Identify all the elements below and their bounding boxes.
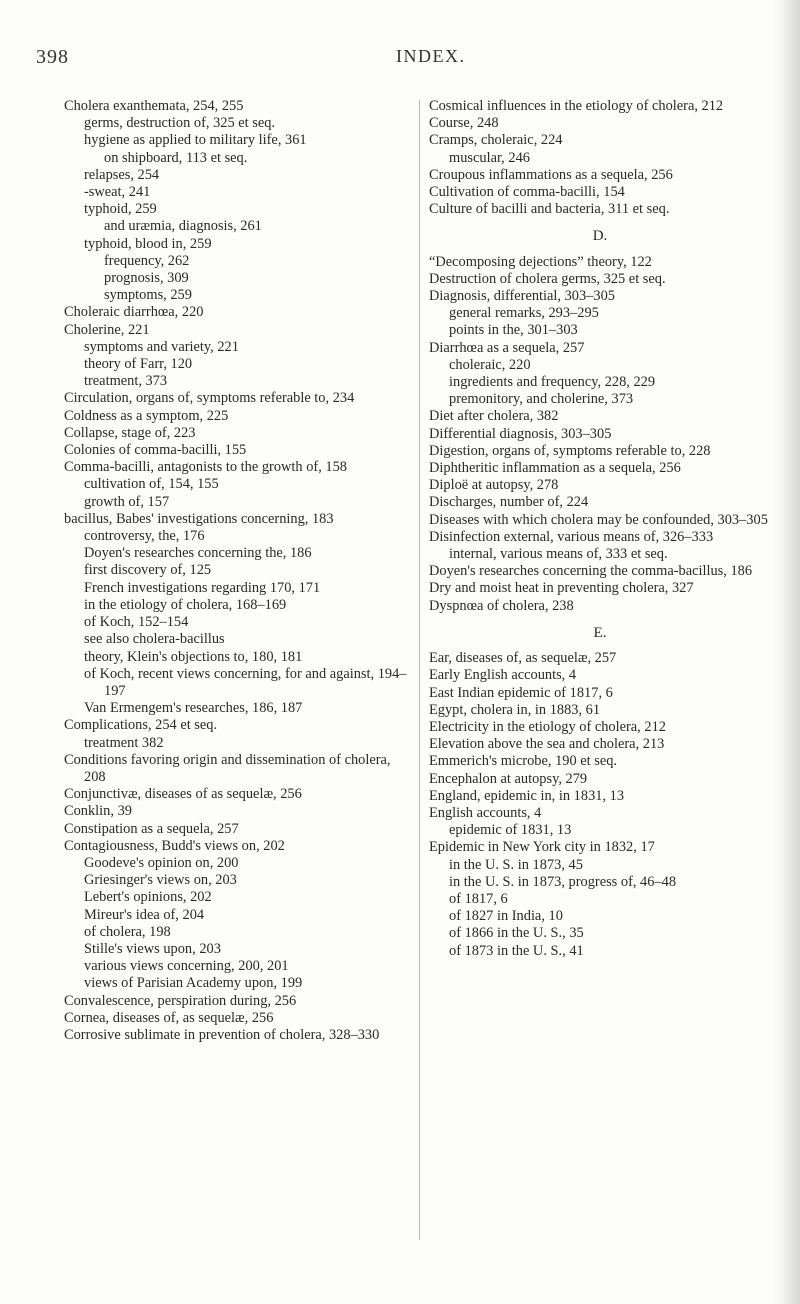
index-entry: Stille's views upon, 203 <box>84 940 221 957</box>
index-entry: relapses, 254 <box>84 166 160 183</box>
page-edge-shadow <box>774 0 800 1304</box>
index-entry: Epidemic in New York city in 1832, 17 <box>429 839 655 856</box>
index-entry: premonitory, and cholerine, 373 <box>449 391 634 408</box>
index-entry: Circulation, organs of, symptoms referable to, 234 <box>64 390 355 407</box>
page-number: 398 <box>36 46 69 68</box>
index-entry: Croupous inflammations as a sequela, 256 <box>429 166 673 183</box>
index-entry: hygiene as applied to military life, 361 <box>84 132 307 149</box>
index-entry: controversy, the, 176 <box>84 528 205 545</box>
index-entry: Cosmical influences in the etiology of cholera, 212 <box>429 98 724 114</box>
index-entry: internal, various means of, 333 et seq. <box>449 546 668 563</box>
index-entry: Conditions favoring origin and dissemination of cholera, 208 <box>64 751 391 785</box>
index-entry: Contagiousness, Budd's views on, 202 <box>64 837 285 854</box>
index-entry: Corrosive sublimate in prevention of cholera, 328–330 <box>64 1026 380 1043</box>
index-entry: English accounts, 4 <box>429 804 542 821</box>
index-entry: Emmerich's microbe, 190 et seq. <box>429 753 618 770</box>
index-entry: Diagnosis, differential, 303–305 <box>429 288 615 305</box>
page-header <box>36 46 756 76</box>
column-divider <box>419 100 420 1240</box>
index-entry: Elevation above the sea and cholera, 213 <box>429 736 665 753</box>
index-entry: Culture of bacilli and bacteria, 311 et seq. <box>429 201 670 218</box>
index-entry: and uræmia, diagnosis, 261 <box>104 218 262 235</box>
index-entry: Constipation as a sequela, 257 <box>64 820 239 837</box>
index-entry: Convalescence, perspiration during, 256 <box>64 992 297 1009</box>
index-entry: Cultivation of comma-bacilli, 154 <box>429 184 625 201</box>
index-entry: Mireur's idea of, 204 <box>84 906 205 923</box>
index-entry: Conjunctivæ, diseases of as sequelæ, 256 <box>64 786 302 803</box>
index-entry: in the U. S. in 1873, 45 <box>449 856 583 873</box>
index-entry: Discharges, number of, 224 <box>429 494 589 511</box>
index-entry: typhoid, 259 <box>84 201 157 218</box>
section-letter: D. <box>592 228 608 245</box>
index-entry: Van Ermengem's researches, 186, 187 <box>84 700 303 717</box>
index-entry: theory of Farr, 120 <box>84 356 193 373</box>
index-entry: Conklin, 39 <box>64 803 132 820</box>
index-entry: growth of, 157 <box>84 493 170 510</box>
index-entry: on shipboard, 113 et seq. <box>104 149 248 166</box>
index-entry: East Indian epidemic of 1817, 6 <box>429 684 613 701</box>
index-entry: “Decomposing dejections” theory, 122 <box>429 253 652 270</box>
index-entry: Diarrhœa as a sequela, 257 <box>429 339 585 356</box>
index-entry: ingredients and frequency, 228, 229 <box>449 374 656 391</box>
index-entry: England, epidemic in, in 1831, 13 <box>429 787 625 804</box>
index-entry: Electricity in the etiology of cholera, 212 <box>429 718 666 735</box>
index-entry: Early English accounts, 4 <box>429 667 577 684</box>
index-entry: Differential diagnosis, 303–305 <box>429 425 612 442</box>
index-entry: theory, Klein's objections to, 180, 181 <box>84 648 303 665</box>
index-entry: Collapse, stage of, 223 <box>64 424 196 441</box>
index-entry: in the etiology of cholera, 168–169 <box>84 596 287 613</box>
index-column-right <box>429 98 771 960</box>
index-entry: Goodeve's opinion on, 200 <box>84 854 239 871</box>
index-entry: Doyen's researches concerning the, 186 <box>84 545 312 562</box>
index-entry: Disinfection external, various means of, 326–333 <box>429 528 714 545</box>
index-entry: general remarks, 293–295 <box>449 305 599 322</box>
index-entry: Dyspnœa of cholera, 238 <box>429 597 574 614</box>
index-entry: cultivation of, 154, 155 <box>84 476 219 493</box>
index-entry: typhoid, blood in, 259 <box>84 235 212 252</box>
index-entry: Destruction of cholera germs, 325 et seq. <box>429 270 666 287</box>
index-entry: muscular, 246 <box>449 149 530 166</box>
index-entry: French investigations regarding 170, 171 <box>84 579 321 596</box>
index-entry: Colonies of comma-bacilli, 155 <box>64 442 247 459</box>
index-entry: Dry and moist heat in preventing cholera, 327 <box>429 580 694 597</box>
index-entry: first discovery of, 125 <box>84 562 212 579</box>
index-entry: Cramps, choleraic, 224 <box>429 132 563 149</box>
index-entry: symptoms, 259 <box>104 287 192 304</box>
index-entry: Doyen's researches concerning the comma-bacillus, 186 <box>429 563 753 580</box>
index-entry: Cholerine, 221 <box>64 321 150 338</box>
index-entry: Egypt, cholera in, in 1883, 61 <box>429 701 601 718</box>
index-entry: symptoms and variety, 221 <box>84 338 239 355</box>
index-entry: of Koch, recent views concerning, for and against, 194–197 <box>84 665 407 699</box>
index-entry: prognosis, 309 <box>104 270 189 287</box>
index-entry: germs, destruction of, 325 et seq. <box>84 115 276 132</box>
index-entry: choleraic, 220 <box>449 356 531 373</box>
running-head: INDEX. <box>396 46 466 66</box>
index-entry: views of Parisian Academy upon, 199 <box>84 975 303 992</box>
index-entry: Coldness as a symptom, 225 <box>64 407 229 424</box>
index-entry: -sweat, 241 <box>84 184 151 201</box>
index-entry: of cholera, 198 <box>84 923 171 940</box>
index-entry: Encephalon at autopsy, 279 <box>429 770 588 787</box>
index-entry: Choleraic diarrhœa, 220 <box>64 304 204 321</box>
index-entry: in the U. S. in 1873, progress of, 46–48 <box>449 873 677 890</box>
index-entry: Diseases with which cholera may be confounded, 303–305 <box>429 511 768 528</box>
index-entry: of 1873 in the U. S., 41 <box>449 942 584 959</box>
index-entry: bacillus, Babes' investigations concerning, 183 <box>64 510 334 527</box>
index-entry: Digestion, organs of, symptoms referable to, 228 <box>429 442 711 459</box>
index-entry: epidemic of 1831, 13 <box>449 822 572 839</box>
index-entry: Ear, diseases of, as sequelæ, 257 <box>429 650 617 667</box>
index-entry: Cholera exanthemata, 254, 255 <box>64 98 244 114</box>
index-entry: frequency, 262 <box>104 252 190 269</box>
index-entry: Comma-bacilli, antagonists to the growth of, 158 <box>64 459 347 476</box>
index-entry: treatment 382 <box>84 734 164 751</box>
index-entry: Diet after cholera, 382 <box>429 408 559 425</box>
index-entry: Lebert's opinions, 202 <box>84 889 212 906</box>
index-entry: of 1827 in India, 10 <box>449 908 563 925</box>
index-entry: of Koch, 152–154 <box>84 614 189 631</box>
index-entry: of 1817, 6 <box>449 890 508 907</box>
index-entry: Complications, 254 et seq. <box>64 717 218 734</box>
index-entry: treatment, 373 <box>84 373 168 390</box>
section-letter: E. <box>593 624 607 641</box>
index-entry: Griesinger's views on, 203 <box>84 872 237 889</box>
index-entry: Diploë at autopsy, 278 <box>429 477 559 494</box>
index-entry: Course, 248 <box>429 115 499 132</box>
index-entry: see also cholera-bacillus <box>84 631 225 648</box>
index-entry: various views concerning, 200, 201 <box>84 958 289 975</box>
index-entry: points in the, 301–303 <box>449 322 578 339</box>
index-column-left <box>64 98 410 1044</box>
index-entry: Diphtheritic inflammation as a sequela, 256 <box>429 460 681 477</box>
index-entry: of 1866 in the U. S., 35 <box>449 925 584 942</box>
index-entry: Cornea, diseases of, as sequelæ, 256 <box>64 1009 274 1026</box>
